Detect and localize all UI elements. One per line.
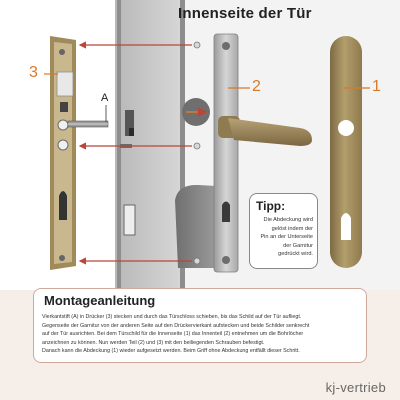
part-2-silver-plate	[214, 34, 238, 272]
instructions-line: Danach kann die Abdeckung (1) wieder aufgesetzt werden. Beim Griff ohne Abdeckung entfällt dieser Schritt.	[42, 348, 300, 355]
callout-1: 1	[372, 78, 381, 95]
brand-logo: kj-vertrieb	[325, 380, 386, 395]
instructions-text	[42, 313, 360, 356]
tip-line: Pin an der Unterseite	[260, 234, 313, 240]
tip-line: der Garnitur	[283, 242, 313, 249]
callout-2: 2	[252, 78, 261, 95]
instructions-heading: Montageanleitung	[44, 293, 156, 308]
door	[115, 0, 185, 290]
instructions-box	[33, 288, 367, 363]
instructions-line: auf der Tür ausrichten. Bei dem Türschild für die Innenseite (1) das Innenteil (2) entnehmen um die Bohrlöcher	[42, 331, 304, 338]
spindle-a	[68, 121, 108, 127]
instructions-line: anzeichnen zu können. Nun werden Teil (2) und (3) mit den beiliegenden Schrauben befestigt.	[42, 339, 265, 346]
callout-3: 3	[29, 64, 38, 81]
tip-line: Die Abdeckung wird	[263, 217, 313, 223]
tip-box	[249, 193, 318, 269]
part-1-cover-plate	[330, 36, 362, 268]
cover-block	[175, 185, 216, 268]
instructions-line: Gegenseite der Garnitur von der anderen Seite auf den Drückervierkant aufstecken und beide Schilder senkrecht	[42, 322, 310, 329]
tip-line: gelöst indem der	[271, 225, 313, 232]
tip-heading: Tipp:	[256, 199, 286, 213]
lock-cutout-lower	[124, 205, 135, 235]
instructions-line: Vierkantstift (A) in Drücker (3) stecken und durch das Türschloss schieben, bis das Schild auf der Tür aufliegt.	[42, 314, 302, 320]
tip-line: gedrückt wird.	[278, 251, 313, 257]
part-3-inner-plate	[50, 36, 76, 270]
tip-text	[256, 216, 313, 259]
callout-a: A	[101, 92, 109, 104]
page-title: Innenseite der Tür	[178, 5, 312, 22]
